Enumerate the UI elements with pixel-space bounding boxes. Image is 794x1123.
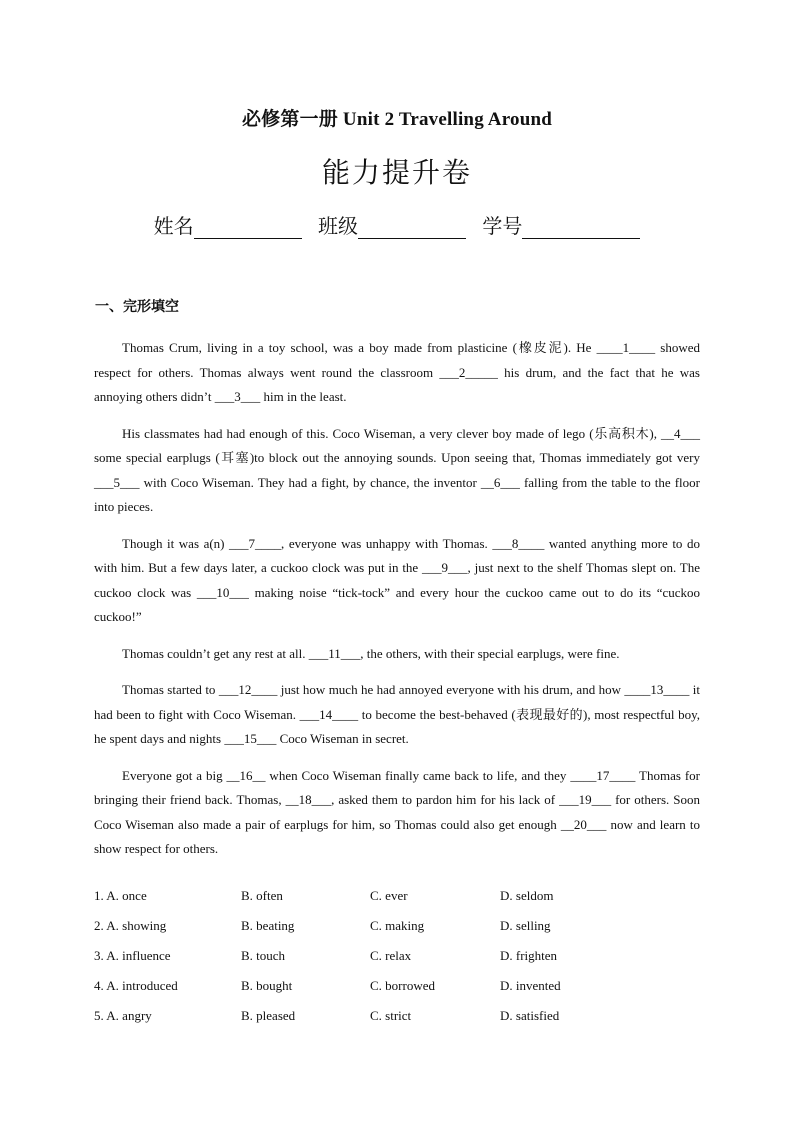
class-label: 班级	[318, 214, 358, 238]
option-d: D. selling	[500, 918, 551, 933]
option-b: B. bought	[241, 978, 293, 993]
student-number-blank[interactable]	[522, 216, 640, 239]
question-row	[94, 948, 700, 978]
section-heading: 一、完形填空	[95, 299, 179, 315]
class-blank[interactable]	[358, 216, 466, 239]
name-label: 姓名	[153, 214, 194, 238]
option-d: D. seldom	[500, 888, 554, 903]
option-b: B. pleased	[241, 1008, 296, 1023]
option-c: C. strict	[370, 1008, 412, 1023]
option-a: 5. A. angry	[94, 1008, 152, 1023]
passage-paragraph: Though it was a(n) ___7____, everyone was unhappy with Thomas. ___8____ wanted anything more to do with him. But a few days later, a cuckoo clock was put in the ___9___, just next to the shelf Thomas slept on. The cuckoo clock was ___10___ making noise “tick-tock” and every hour the cuckoo came out to do its “cuckoo cuckoo!”	[94, 535, 700, 624]
option-a: 1. A. once	[94, 888, 147, 903]
name-blank[interactable]	[194, 216, 302, 239]
question-row	[94, 918, 700, 948]
option-a: 2. A. showing	[94, 918, 167, 933]
passage-paragraph: Thomas couldn’t get any rest at all. ___11___, the others, with their special earplugs, were fine.	[122, 645, 620, 661]
worksheet-title: 必修第一册 Unit 2 Travelling Around	[241, 109, 553, 130]
option-a: 3. A. influence	[94, 948, 171, 963]
cloze-passage	[94, 336, 700, 874]
option-c: C. relax	[370, 948, 412, 963]
option-d: D. frighten	[500, 948, 558, 963]
answer-options	[94, 888, 700, 1038]
option-c: C. borrowed	[370, 978, 435, 993]
option-c: C. ever	[370, 888, 408, 903]
question-row	[94, 1008, 700, 1038]
option-c: C. making	[370, 918, 425, 933]
passage-paragraph: Thomas started to ___12____ just how much he had annoyed everyone with his drum, and how ____13____ it had been to fight with Coco Wiseman. ___14____ to become the best-behaved (表现最好的), most respectful boy, he spent days and nights ___15___ Coco Wiseman in secret.	[94, 682, 700, 746]
question-row	[94, 888, 700, 918]
option-b: B. often	[241, 888, 283, 903]
passage-paragraph: Thomas Crum, living in a toy school, was a boy made from plasticine (橡皮泥). He ____1____ showed respect for others. Thomas always went round the classroom ___2_____ his drum, and the fact that he was annoying others didn’t ___3___ him in the least.	[94, 340, 700, 404]
student-info-line	[0, 210, 794, 239]
worksheet-subtitle: 能力提升卷	[321, 156, 472, 189]
option-b: B. beating	[241, 918, 295, 933]
passage-paragraph: Everyone got a big __16__ when Coco Wiseman finally came back to life, and they ____17____ Thomas for bringing their friend back. Thomas, __18___, asked them to pardon him for his lack of ___19___ for others. Soon Coco Wiseman also made a pair of earplugs for him, so Thomas could also get enough __20___ now and learn to show respect for others.	[94, 767, 700, 856]
option-d: D. satisfied	[500, 1008, 560, 1023]
option-b: B. touch	[241, 948, 286, 963]
option-a: 4. A. introduced	[94, 978, 178, 993]
passage-paragraph: His classmates had had enough of this. Coco Wiseman, a very clever boy made of lego (乐高积木), __4___ some special earplugs (耳塞)to block out the annoying sounds. Upon seeing that, Thomas immediately got very ___5___ with Coco Wiseman. They had a fight, by chance, the inventor __6___ falling from the table to the floor into pieces.	[94, 425, 700, 514]
option-d: D. invented	[500, 978, 561, 993]
question-row	[94, 978, 700, 1008]
student-number-label: 学号	[482, 214, 523, 238]
